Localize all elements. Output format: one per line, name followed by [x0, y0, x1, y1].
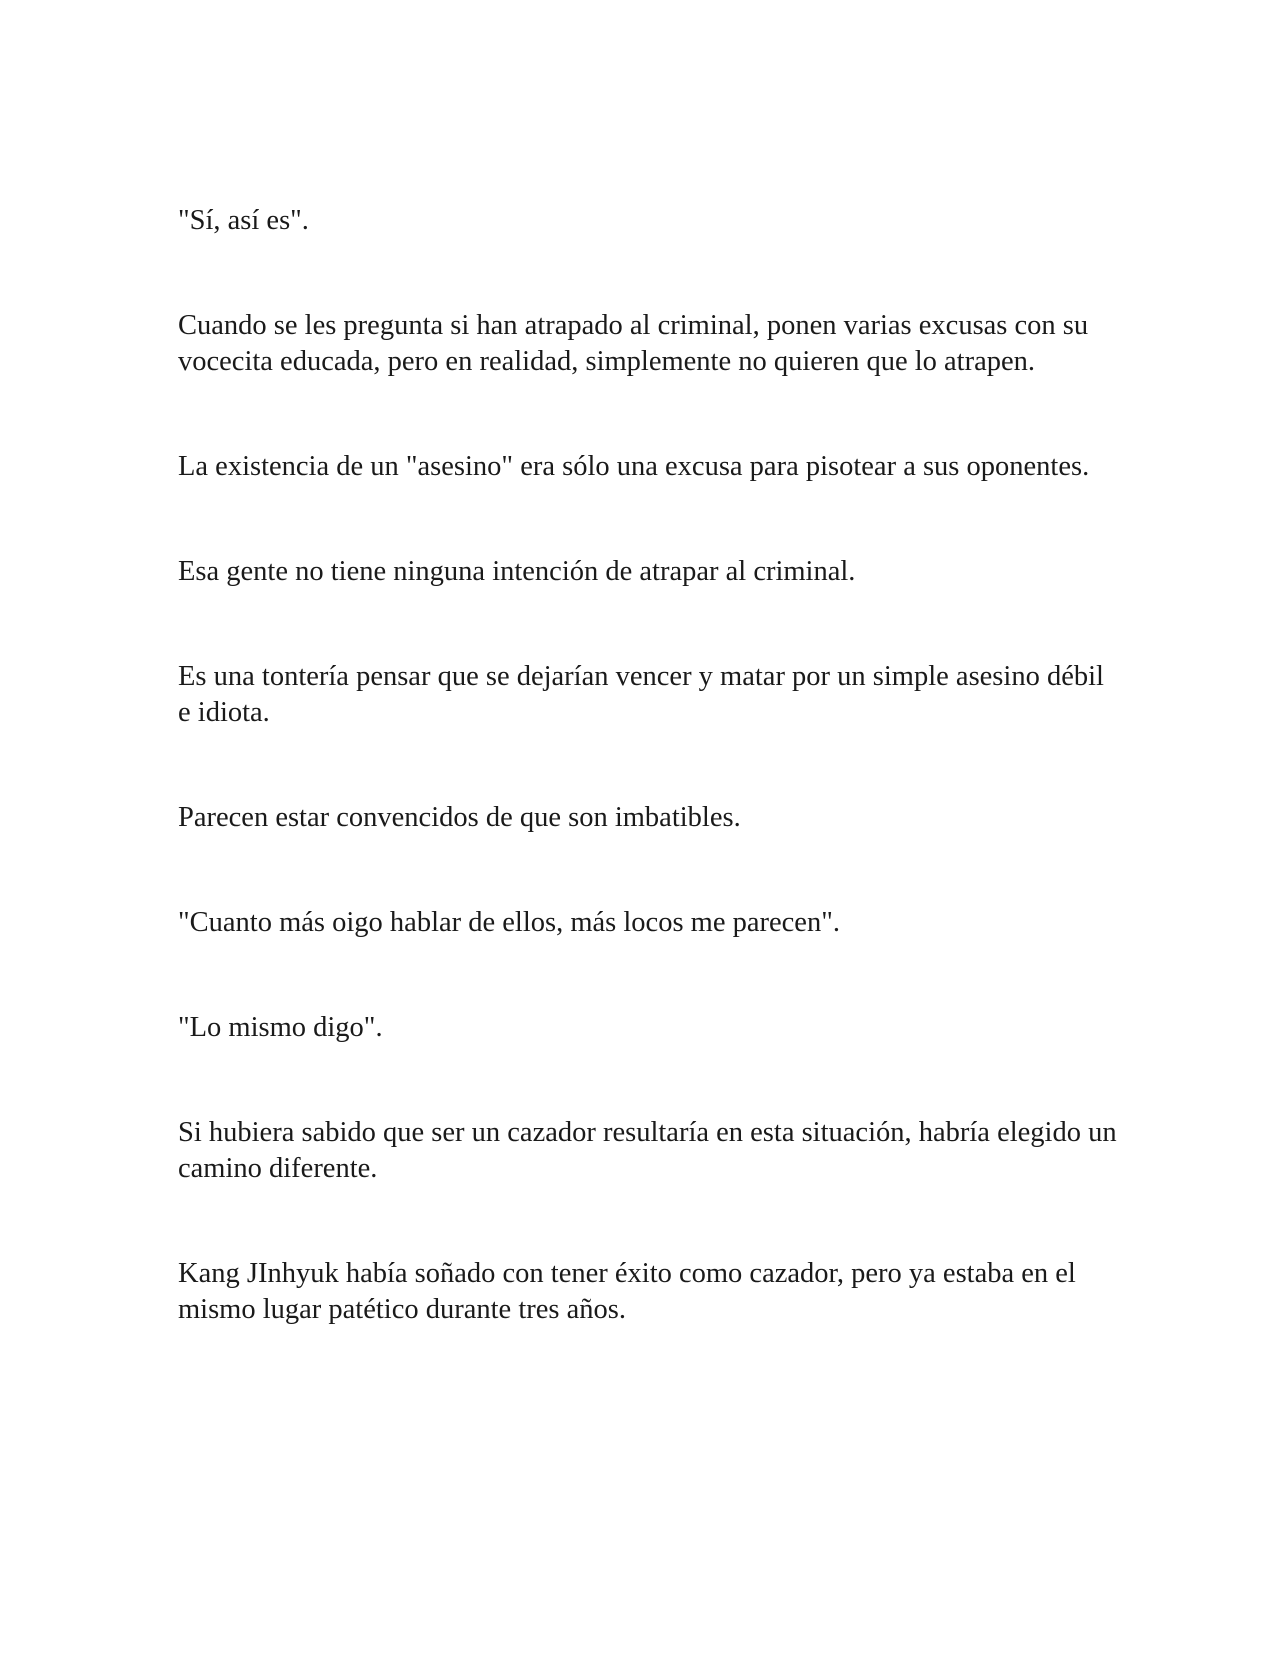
- paragraph: Si hubiera sabido que ser un cazador resultaría en esta situación, habría elegido un camino diferente.: [178, 1117, 1117, 1184]
- paragraph: Kang JInhyuk había soñado con tener éxito como cazador, pero ya estaba en el mismo lugar patético durante tres años.: [178, 1258, 1076, 1325]
- paragraph: Parecen estar convencidos de que son imbatibles.: [178, 802, 741, 833]
- paragraph: Esa gente no tiene ninguna intención de atrapar al criminal.: [178, 556, 856, 587]
- document-body: [178, 203, 1118, 1328]
- paragraph: Es una tontería pensar que se dejarían vencer y matar por un simple asesino débil e idiota.: [178, 661, 1104, 728]
- paragraph: "Lo mismo digo".: [178, 1012, 383, 1043]
- paragraph: "Sí, así es".: [178, 205, 309, 236]
- paragraph: Cuando se les pregunta si han atrapado al criminal, ponen varias excusas con su vocecita educada, pero en realidad, simplemente no quieren que lo atrapen.: [178, 310, 1089, 377]
- paragraph: "Cuanto más oigo hablar de ellos, más locos me parecen".: [178, 907, 840, 938]
- paragraph: La existencia de un "asesino" era sólo una excusa para pisotear a sus oponentes.: [178, 451, 1090, 482]
